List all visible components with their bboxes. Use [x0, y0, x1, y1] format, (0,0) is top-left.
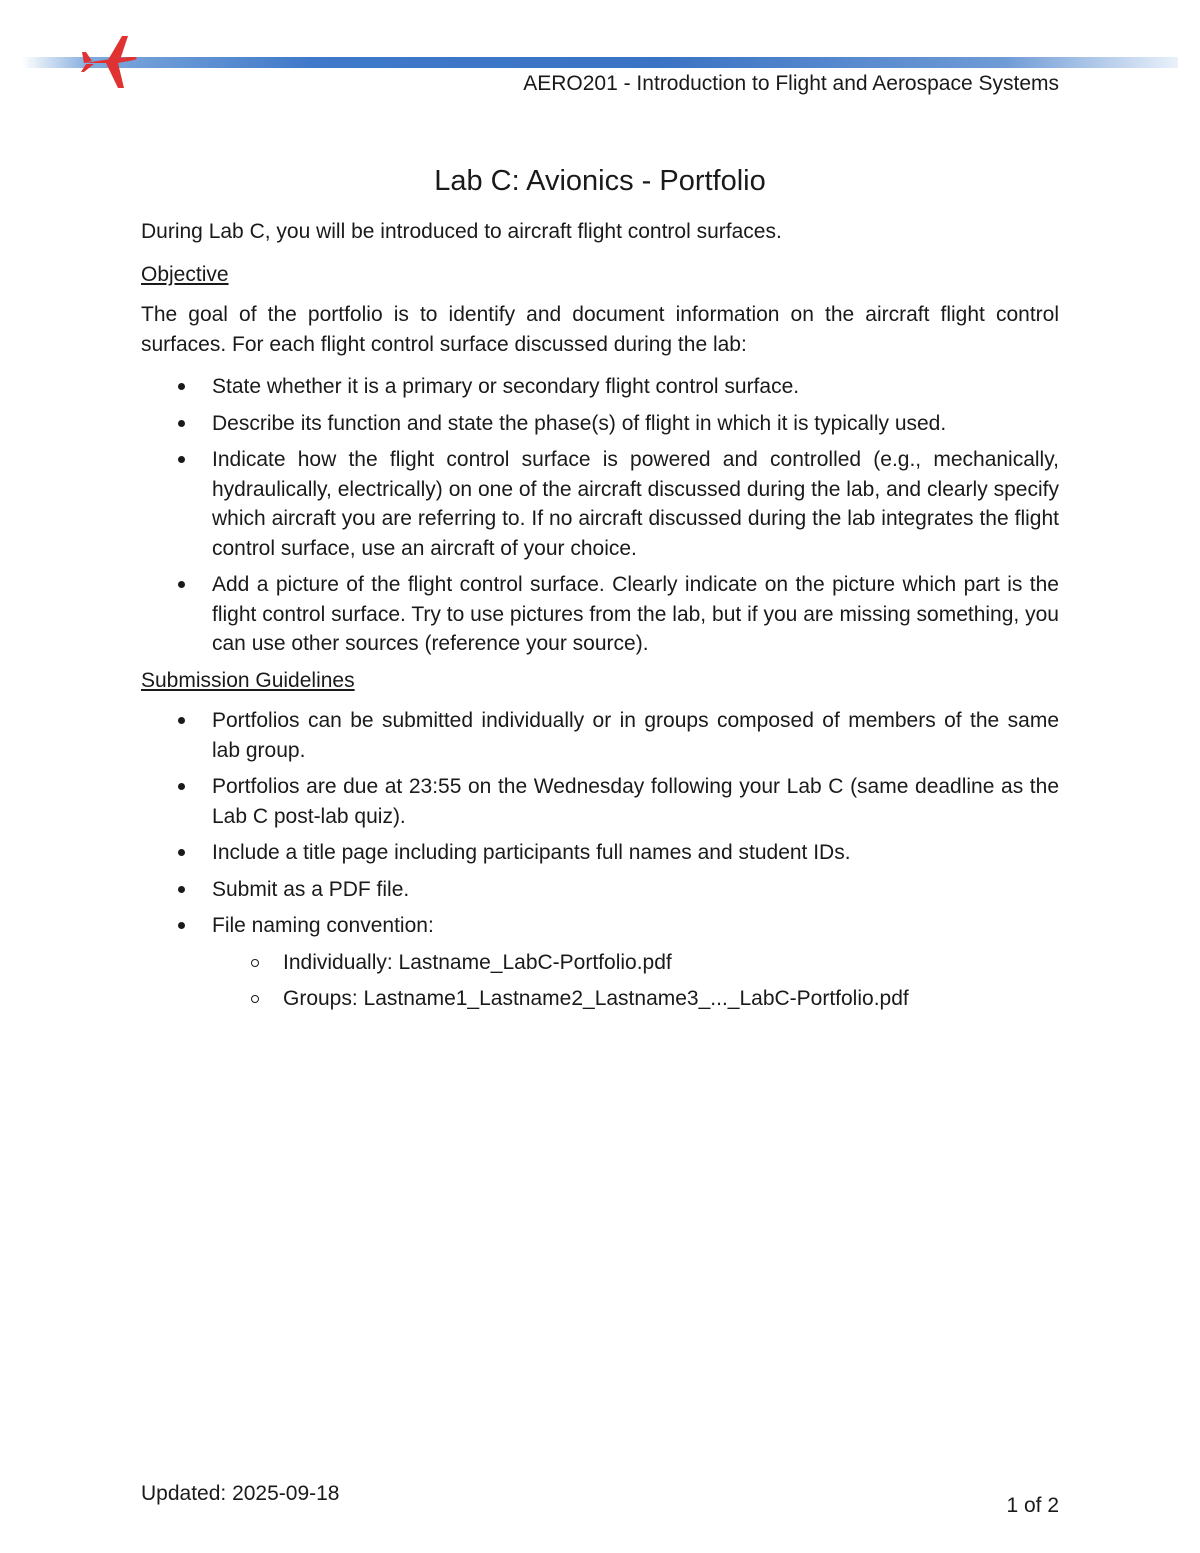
list-item-text: Add a picture of the flight control surface. Clearly indicate on the picture which part is the flight control surface. Try to use pictures from the lab, but if you are missing something, you can use other sources (reference your source).: [212, 573, 1059, 655]
airplane-icon: [78, 30, 142, 94]
submission-heading: Submission Guidelines: [141, 668, 355, 692]
sub-list-item: [212, 948, 1059, 978]
list-item: [141, 372, 1059, 402]
circle-bullet-icon: [251, 995, 259, 1003]
list-item-text: Indicate how the flight control surface is powered and controlled (e.g., mechanically, hydraulically, electrically) on one of the aircraft discussed during the lab, and clearly specify which aircraft you are referring to. If no aircraft discussed during the lab integrates the flight control surface, use an aircraft of your choice.: [212, 448, 1059, 560]
naming-list: [212, 948, 1059, 1014]
intro-paragraph: During Lab C, you will be introduced to aircraft flight control surfaces.: [141, 220, 782, 243]
document-body: [141, 217, 1059, 1021]
updated-date: Updated: 2025-09-18: [141, 1482, 340, 1505]
sub-list-item-text: Groups: Lastname1_Lastname2_Lastname3_..._LabC-Portfolio.pdf: [283, 987, 909, 1010]
list-item-text: Submit as a PDF file.: [212, 877, 410, 901]
list-item: [141, 445, 1059, 563]
list-item: [141, 911, 1059, 1014]
header-gradient-bar: [22, 57, 1178, 68]
bullet-icon: [178, 922, 185, 929]
list-item-text: Portfolios can be submitted individually or in groups composed of members of the same lab group.: [212, 709, 1059, 762]
objective-list: [141, 372, 1059, 659]
list-item: [141, 706, 1059, 765]
sub-list-item-text: Individually: Lastname_LabC-Portfolio.pdf: [283, 950, 672, 974]
list-item: [141, 838, 1059, 868]
list-item-text: Include a title page including participants full names and student IDs.: [212, 841, 851, 864]
bullet-icon: [178, 420, 185, 427]
list-item: [141, 875, 1059, 905]
list-item-text: Portfolios are due at 23:55 on the Wednesday following your Lab C (same deadline as the Lab C post-lab quiz).: [212, 775, 1059, 828]
course-title: AERO201 - Introduction to Flight and Aerospace Systems: [523, 72, 1059, 95]
bullet-icon: [178, 383, 185, 390]
objective-heading: Objective: [141, 262, 229, 286]
list-item: [141, 570, 1059, 659]
objective-paragraph: The goal of the portfolio is to identify and document information on the aircraft flight control surfaces. For each flight control surface discussed during the lab:: [141, 303, 1059, 356]
submission-list: [141, 706, 1059, 1014]
bullet-icon: [178, 783, 185, 790]
list-item-text: File naming convention:: [212, 914, 434, 937]
page-title: Lab C: Avionics - Portfolio: [434, 165, 766, 197]
sub-list-item: [212, 984, 1059, 1014]
page-number: 1 of 2: [1006, 1494, 1059, 1517]
bullet-icon: [178, 456, 185, 463]
bullet-icon: [178, 849, 185, 856]
bullet-icon: [178, 581, 185, 588]
bullet-icon: [178, 717, 185, 724]
list-item-text: State whether it is a primary or secondary flight control surface.: [212, 375, 800, 398]
bullet-icon: [178, 886, 185, 893]
circle-bullet-icon: [251, 959, 259, 967]
list-item: [141, 409, 1059, 439]
list-item: [141, 772, 1059, 831]
list-item-text: Describe its function and state the phase(s) of flight in which it is typically used.: [212, 411, 947, 435]
